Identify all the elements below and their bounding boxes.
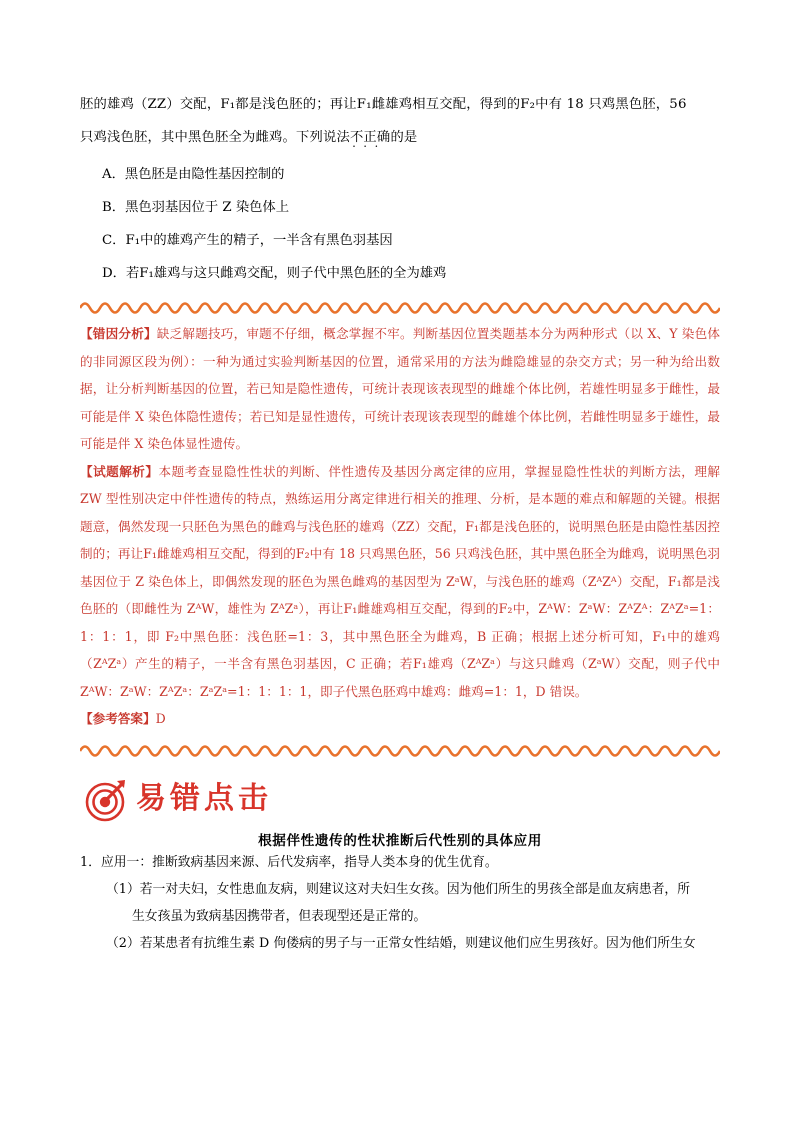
- option-a[interactable]: [80, 158, 720, 191]
- list-item: [80, 930, 720, 957]
- explanation-tag: 【试题解析】: [80, 463, 159, 479]
- option-b[interactable]: [80, 191, 720, 224]
- option-b-label: B．黑色羽基因位于 Z 染色体上: [102, 200, 290, 215]
- section-title: 根据伴性遗传的性状推断后代性别的具体应用: [258, 832, 542, 849]
- question-stem-line-1: 胚的雄鸡（ZZ）交配，F₁都是浅色胚的；再让F₁雌雄鸡相互交配，得到的F₂中有 18 只鸡黑色胚，56: [80, 97, 687, 112]
- page-content: [80, 88, 720, 957]
- explanation-text: 本题考查显隐性性状的判断、伴性遗传及基因分离定律的应用，掌握显隐性性状的判断方法，理解 ZW 型性别决定中伴性遗传的特点，熟练运用分离定律进行相关的推理、分析，是本题的难点和解题的关键。根据题意，偶然发现一只胚色为黑色的雌鸡与浅色胚的雄鸡（ZZ）交配，F₁都是浅色胚的，说明黑色胚是由隐性基因控制的；再让F₁雌雄鸡相互交配，得到的F₂中有 18 只鸡黑色胚，56 只鸡浅色胚，其中黑色胚全为雌鸡，说明黑色羽基因位于 Z 染色体上，即偶然发现的胚色为黑色雌鸡的基因型为 ZᵃW，与浅色胚的雄鸡（ZᴬZᴬ）交配，F₁都是浅色胚的（即雌性为 ZᴬW，雄性为 ZᴬZᵃ），再让F₁雌雄鸡相互交配，得到的F₂中，ZᴬW：ZᵃW：ZᴬZᴬ：ZᴬZᵃ=1：1：1：1，即 F₂中黑色胚：浅色胚=1：3，其中黑色胚全为雌鸡，B 正确；根据上述分析可知，F₁中的雄鸡（ZᴬZᵃ）产生的精子，一半含有黑色羽基因，C 正确；若F₁雄鸡（ZᴬZᵃ）与这只雌鸡（ZᵃW）交配，则子代中 ZᴬW：ZᵃW：ZᴬZᵃ：ZᵃZᵃ=1：1：1：1，即子代黑色胚鸡中雄鸡：雌鸡=1：1，D 错误。: [80, 463, 721, 699]
- wavy-divider-bottom: [80, 741, 720, 761]
- error-analysis-text: 缺乏解题技巧，审题不仔细，概念掌握不牢。判断基因位置类题基本分为两种形式（以 X、Y 染色体的非同源区段为例）：一种为通过实验判断基因的位置，通常采用的方法为雌隐雄显的杂交方式；另一种为给出数据，让分析判断基因的位置，若已知是隐性遗传，可统计表现该表现型的雌雄个体比例，若雄性明显多于雌性，最可能是伴 X 染色体隐性遗传；若已知是显性遗传，可统计表现该表现型的雌雄个体比例，若雌性明显多于雄性，最可能是伴 X 染色体显性遗传。: [80, 326, 720, 451]
- emphasis-not-correct: 不正确 ・・・: [350, 121, 391, 154]
- question-stem-line-2a: 只鸡浅色胚，其中黑色胚全为雌鸡。下列说法: [80, 130, 350, 145]
- question-options: [80, 158, 720, 290]
- sub-item-1-label: （1）: [106, 881, 140, 897]
- analysis-section: [80, 320, 720, 733]
- reference-answer-paragraph: [80, 705, 720, 733]
- question-stem: [80, 88, 720, 154]
- error-analysis-tag: 【错因分析】: [80, 326, 157, 341]
- question-stem-line-2b: 的是: [390, 130, 418, 145]
- wavy-divider-top: [80, 298, 720, 318]
- target-arrow-icon: [84, 777, 132, 823]
- reference-answer-value: D: [155, 711, 166, 726]
- sub-item-1-line1: 若一对夫妇，女性患血友病，则建议这对夫妇生女孩。因为他们所生的男孩全部是血友病患者，所: [139, 881, 691, 897]
- list-item-number: 1．: [80, 854, 101, 870]
- sub-item-1-line2-row: [80, 903, 720, 930]
- explanation-paragraph: [80, 458, 720, 706]
- option-d[interactable]: [80, 257, 720, 290]
- reference-answer-tag: 【参考答案】: [80, 711, 156, 726]
- error-analysis-paragraph: [80, 320, 720, 458]
- section-logo-text: 易错点击: [136, 780, 272, 816]
- option-d-label: D．若F₁雄鸡与这只雌鸡交配，则子代中黑色胚的全为雄鸡: [102, 266, 447, 281]
- list-item-text: 应用一：推断致病基因来源、后代发病率，指导人类本身的优生优育。: [100, 854, 498, 870]
- list-item: [80, 876, 720, 903]
- section-body: [80, 849, 720, 957]
- sub-item-2-label: （2）: [106, 935, 140, 951]
- option-c[interactable]: [80, 224, 720, 257]
- section-logo-row: [80, 775, 720, 827]
- sub-item-1-line2: 生女孩虽为致病基因携带者，但表现型还是正常的。: [132, 908, 427, 924]
- option-a-label: A．黑色胚是由隐性基因控制的: [102, 167, 285, 182]
- list-item: [80, 849, 720, 876]
- question-stem-line-2: [80, 121, 720, 154]
- sub-item-2-line1: 若某患者有抗维生素 D 佝偻病的男子与一正常女性结婚，则建议他们应生男孩好。因为他们所生女: [139, 935, 696, 951]
- option-c-label: C．F₁中的雄鸡产生的精子，一半含有黑色羽基因: [102, 233, 393, 248]
